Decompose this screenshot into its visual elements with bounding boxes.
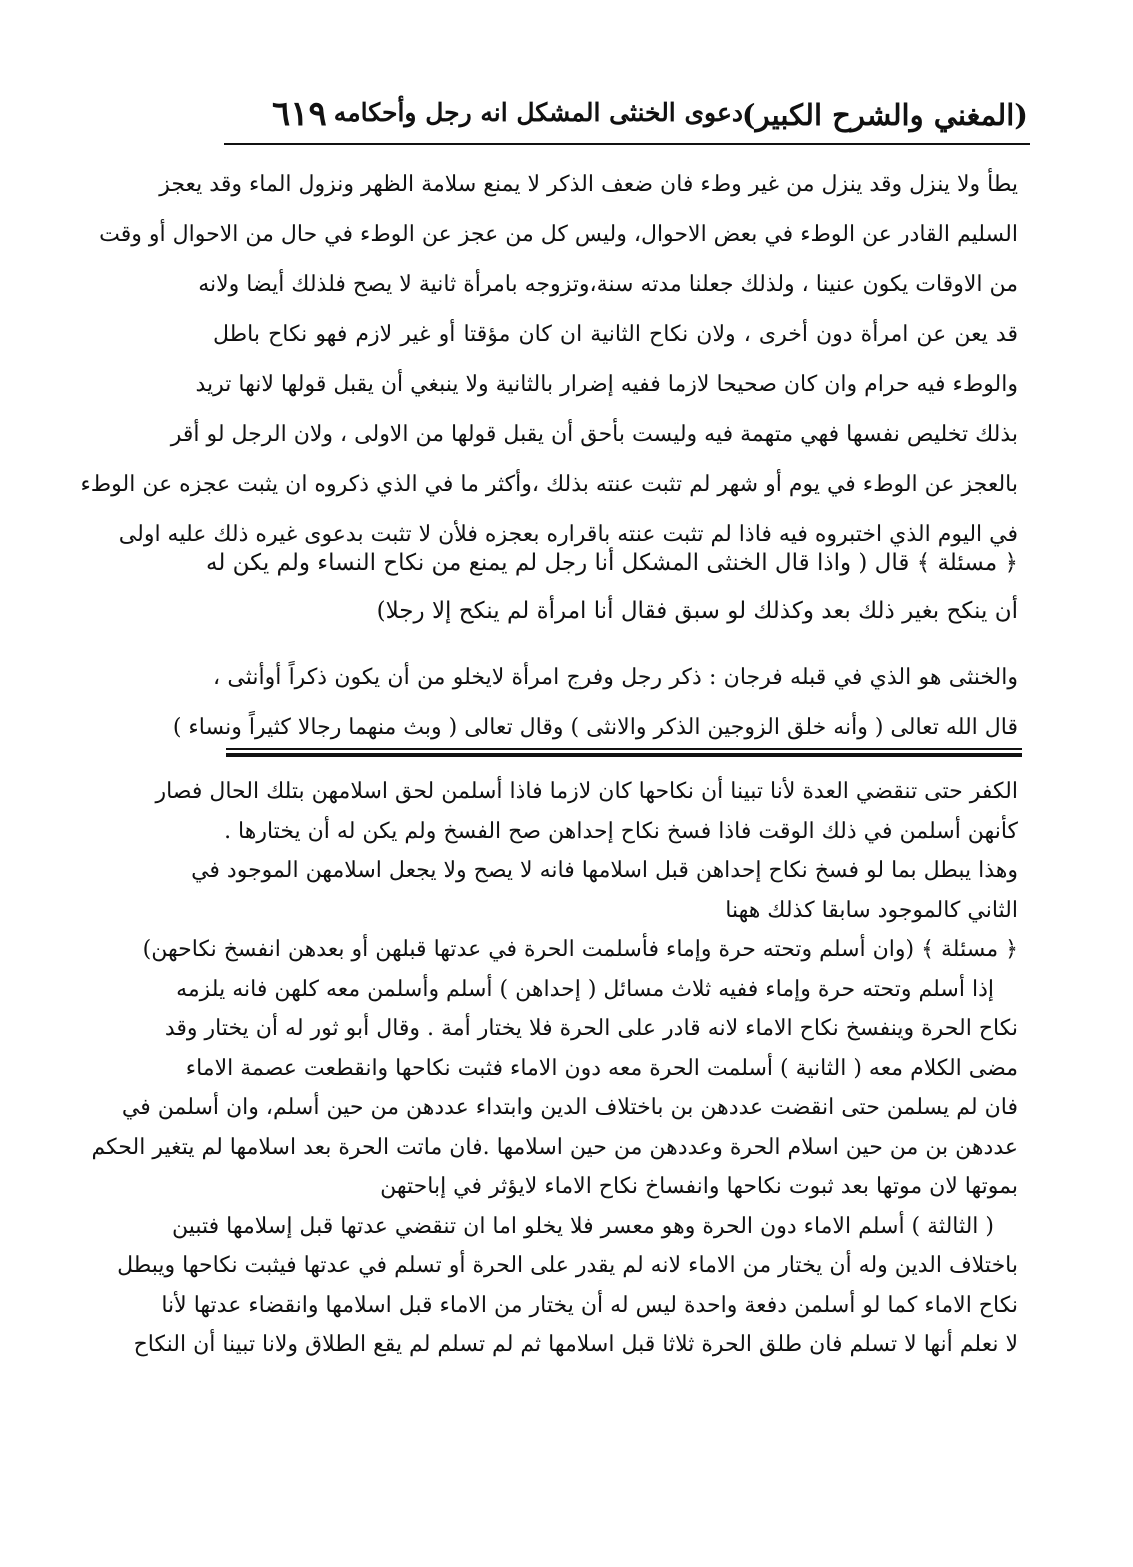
text-line: قد يعن عن امرأة دون أخرى ، ولان نكاح الثانية ان كان مؤقتا أو غير لازم فهو نكاح باطل (213, 322, 1018, 347)
text-line: والخنثى هو الذي في قبله فرجان : ذكر رجل وفرج امرأة لايخلو من أن يكون ذكراً أوأنثى ، (213, 665, 1018, 690)
text-line: بموتها لان موتها بعد ثبوت نكاحها وانفساخ نكاح الاماء لايؤثر في إباحتهن (380, 1174, 1018, 1199)
commentary-text (172, 653, 1018, 753)
text-line: نكاح الحرة وينفسخ نكاح الاماء لانه قادر على الحرة فلا يختار أمة . وقال أبو ثور له أن يختار وقد (164, 1016, 1018, 1041)
text-line: إذا أسلم وتحته حرة وإماء ففيه ثلاث مسائل ( إحداهن ) أسلم وأسلمن معه كلهن فانه يلزمه (176, 976, 994, 1002)
text-line: قال الله تعالى ( وأنه خلق الزوجين الذكر والانثى ) وقال تعالى ( وبث منهما رجالا كثيراً ونساء ) (172, 715, 1018, 740)
text-line: بذلك تخليص نفسها فهي متهمة فيه وليست بأحق أن يقبل قولها من الاولى ، ولان الرجل لو أقر (170, 422, 1018, 447)
text-line: مضى الكلام معه ( الثانية ) أسلمت الحرة معه دون الاماء فثبت نكاحها وانقطعت عصمة الاماء (185, 1055, 1018, 1081)
issue-text (205, 539, 1018, 635)
text-line: وهذا يبطل بما لو فسخ نكاح إحداهن قبل اسلامها فانه لا يصح ولا يجعل اسلامهن الموجود في (191, 858, 1018, 883)
chapter-title: دعوى الخنثى المشكل انه رجل وأحكامه (333, 98, 743, 127)
text-line: لا نعلم أنها لا تسلم فان طلق الحرة ثلاثا قبل اسلامها ثم لم تسلم لم يقع الطلاق ولانا تبينا أن النكاح (133, 1332, 1018, 1357)
text-line: يطأ ولا ينزل وقد ينزل من غير وطء فان ضعف الذكر لا يمنع سلامة الظهر ونزول الماء وقد يعجز (159, 172, 1018, 197)
footnote-text (91, 772, 1018, 1365)
text-line: ( الثالثة ) أسلم الاماء دون الحرة وهو معسر فلا يخلو اما ان تنقضي عدتها قبل إسلامها فتبين (171, 1213, 994, 1239)
text-line: أن ينكح بغير ذلك بعد وكذلك لو سبق فقال أنا امرأة لم ينكح إلا رجلا) (376, 598, 1018, 624)
text-line: والوطء فيه حرام وان كان صحيحا لازما ففيه إضرار بالثانية ولا ينبغي أن يقبل قولها لانها تريد (195, 372, 1018, 397)
text-line: باختلاف الدين وله أن يختار من الاماء لانه لم يقدر على الحرة أو تسلم في عدتها فيثبت نكاحها ويبطل (117, 1253, 1018, 1278)
main-text (80, 160, 1018, 560)
text-line: في اليوم الذي اختبروه فيه فاذا لم تثبت عنته باقراره بعجزه فلأن لا تثبت بدعوى غيره ذلك عليه اولى (118, 522, 1018, 547)
text-line: من الاوقات يكون عنينا ، ولذلك جعلنا مدته سنة،وتزوجه بامرأة ثانية لا يصح فلذلك أيضا ولانه (198, 272, 1018, 297)
text-line: نكاح الاماء كما لو أسلمن دفعة واحدة ليس له أن يختار من الاماء قبل اسلامها وانقضاء عدتها لأنا (161, 1292, 1018, 1318)
text-line: كأنهن أسلمن في ذلك الوقت فاذا فسخ نكاح إحداهن صح الفسخ ولم يكن له أن يختارها . (224, 818, 1018, 844)
text-line: فان لم يسلمن حتى انقضت عددهن بن باختلاف الدين وابتداء عددهن من حين أسلم، وان أسلمن في (121, 1095, 1018, 1120)
section-rule (226, 753, 1022, 757)
text-line: ﴿ مسئلة ﴾ قال ( واذا قال الخنثى المشكل أنا رجل لم يمنع من نكاح النساء ولم يكن له (205, 550, 1018, 576)
text-line: ﴿ مسئلة ﴾ (وان أسلم وتحته حرة وإماء فأسلمت الحرة في عدتها قبلهن أو بعدهن انفسخ نكاحهن) (142, 937, 1018, 962)
text-line: الثاني كالموجود سابقا كذلك ههنا (725, 897, 1018, 923)
text-line: عددهن بن من حين اسلام الحرة وعددهن من حين اسلامها .فان ماتت الحرة بعد اسلامها لم يتغير الحكم (91, 1134, 1018, 1160)
text-line: الكفر حتى تنقضي العدة لأنا تبينا أن نكاحها كان لازما فاذا أسلمن لحق اسلامهن بتلك الحال فصار (155, 779, 1018, 804)
book-title: (المغني والشرح الكبير) (741, 98, 1028, 132)
page-number: ٦١٩ (272, 94, 327, 134)
text-line: بالعجز عن الوطء في يوم أو شهر لم تثبت عنته بذلك ،وأكثر ما في الذي ذكروه ان يثبت عجزه عن الوطء (80, 472, 1018, 497)
header-rule (224, 143, 1030, 145)
text-line: السليم القادر عن الوطء في بعض الاحوال، وليس كل من عجز عن الوطء في حال من الاحوال أو وقت (99, 222, 1018, 247)
section-rule (226, 748, 1022, 750)
page-header (228, 96, 1028, 142)
